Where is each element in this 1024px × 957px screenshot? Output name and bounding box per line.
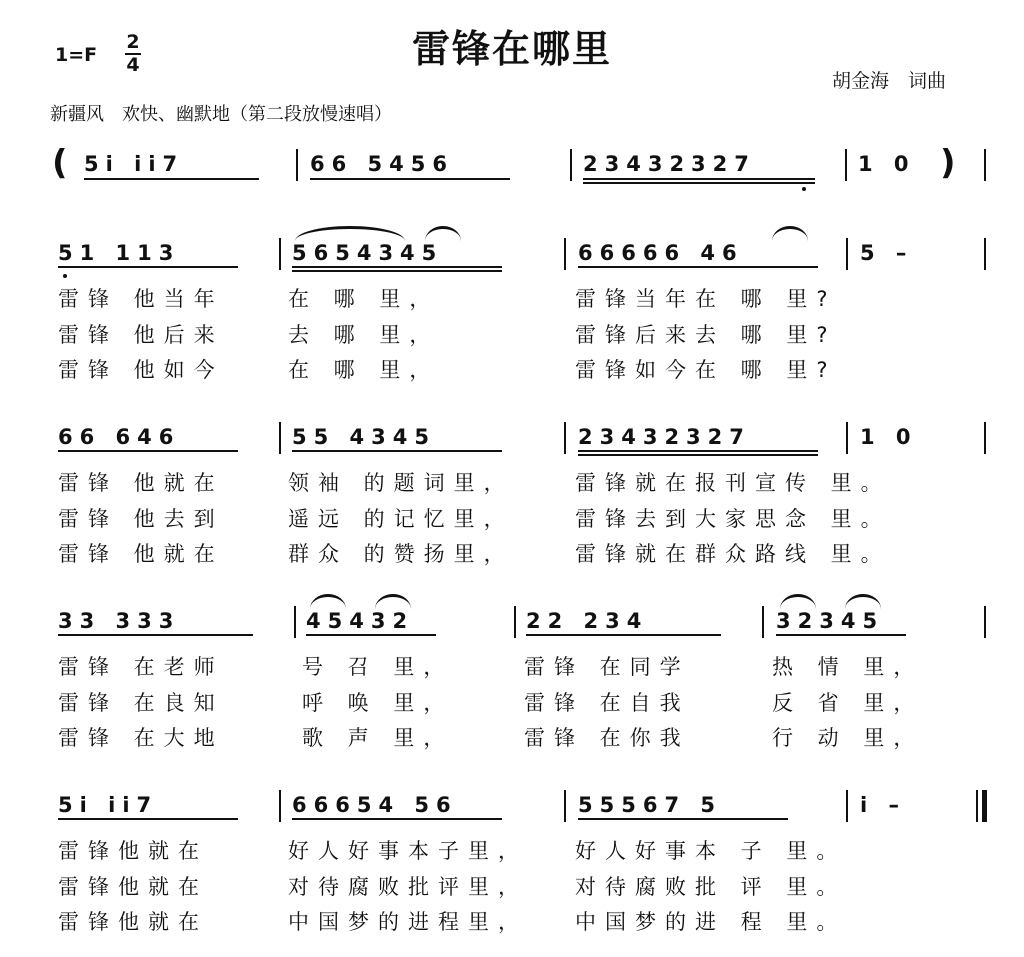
system-2-measure-2: 55 4345: [292, 425, 436, 449]
lyric: 雷锋 在老师: [58, 655, 224, 679]
system-1-measure-1: 51 113: [58, 241, 181, 265]
author-credit: 胡金海 词曲: [832, 70, 947, 92]
beam-line: [583, 182, 815, 184]
system-1-measure-3: 66666 46: [578, 241, 744, 265]
system-4-measure-4: i̇ –: [860, 793, 907, 817]
barline: [984, 422, 986, 454]
barline: [564, 422, 566, 454]
slur: [310, 594, 346, 609]
intro-measure-2: 66 5456: [310, 152, 454, 176]
barline: [984, 606, 986, 638]
time-signature: [124, 32, 142, 76]
beam-line: [578, 454, 818, 456]
beam-line: [292, 266, 502, 268]
barline: [279, 790, 281, 822]
lyric: 雷锋 他去到: [58, 507, 224, 531]
lyric: 雷锋 他后来: [58, 323, 224, 347]
barline: [846, 790, 848, 822]
intro-open-paren: (: [52, 143, 68, 183]
beam-line: [310, 178, 510, 180]
beam-line: [578, 266, 818, 268]
final-barline-thick: [982, 790, 987, 822]
system-3-measure-2: 45432: [306, 609, 415, 633]
barline: [514, 606, 516, 638]
lyric: 热 情 里，: [772, 655, 924, 679]
system-4-measure-1: 5i̇ i̇i̇7: [58, 793, 159, 817]
beam-line: [292, 818, 502, 820]
lyric: 雷锋如今在 哪 里?: [575, 358, 837, 382]
system-3-measure-4: 32345: [776, 609, 885, 633]
barline: [846, 238, 848, 270]
beam-line: [58, 266, 238, 268]
slur: [425, 226, 461, 241]
time-signature-top: 2: [126, 31, 140, 53]
lyric: 雷锋 在同学: [524, 655, 690, 679]
lyric: 雷锋 在良知: [58, 691, 224, 715]
beam-line: [84, 178, 259, 180]
lyric: 雷锋 他就在: [58, 471, 224, 495]
lyric: 行 动 里，: [772, 726, 924, 750]
lyric: 反 省 里，: [772, 691, 924, 715]
slur: [772, 226, 808, 241]
lyric: 在 哪 里，: [288, 358, 440, 382]
barline: [846, 422, 848, 454]
lyric: 雷锋 他如今: [58, 358, 224, 382]
lyric: 去 哪 里，: [288, 323, 440, 347]
intro-measure-3: 23432327: [583, 152, 756, 176]
lyric: 雷锋 在你我: [524, 726, 690, 750]
lyric: 雷锋他就在: [58, 875, 208, 899]
beam-line: [292, 270, 502, 272]
beam-line: [292, 450, 502, 452]
slur: [375, 594, 411, 609]
barline: [845, 149, 847, 181]
lyric: 雷锋 他就在: [58, 542, 224, 566]
lyric: 对待腐败批评里，: [288, 875, 528, 899]
barline: [570, 149, 572, 181]
lyric: 雷锋 他当年: [58, 287, 224, 311]
barline: [762, 606, 764, 638]
lyric: 雷锋当年在 哪 里?: [575, 287, 837, 311]
system-3-measure-3: 22 234: [526, 609, 649, 633]
beam-line: [58, 450, 238, 452]
barline: [294, 606, 296, 638]
lyric: 群众 的赞扬里，: [288, 542, 514, 566]
beam-line: [526, 634, 721, 636]
slur: [845, 594, 881, 609]
lyric: 好人好事本 子 里。: [575, 839, 847, 863]
beam-line: [583, 178, 815, 180]
beam-line: [306, 634, 436, 636]
intro-measure-1: 5i̇ i̇i̇7: [84, 152, 185, 176]
lyric: 雷锋他就在: [58, 910, 208, 934]
barline: [564, 790, 566, 822]
lyric: 歌 声 里，: [302, 726, 454, 750]
barline: [296, 149, 298, 181]
intro-close-paren: ): [940, 143, 956, 183]
lyric: 在 哪 里，: [288, 287, 440, 311]
beam-line: [578, 450, 818, 452]
lyric: 对待腐败批 评 里。: [575, 875, 847, 899]
system-2-measure-4: 1 0: [860, 425, 918, 449]
system-2-measure-3: 23432327: [578, 425, 751, 449]
low-octave-dot: [802, 187, 806, 191]
lyric: 雷锋 在自我: [524, 691, 690, 715]
beam-line: [58, 818, 238, 820]
lyric: 中国梦的进 程 里。: [575, 910, 847, 934]
system-1-measure-4: 5 –: [860, 241, 914, 265]
barline: [984, 238, 986, 270]
system-4-measure-3: 55567 5: [578, 793, 722, 817]
lyric: 遥远 的记忆里，: [288, 507, 514, 531]
lyric: 号 召 里，: [302, 655, 454, 679]
slur: [780, 594, 816, 609]
barline: [279, 422, 281, 454]
performance-style: 新疆风 欢快、幽默地（第二段放慢速唱）: [50, 104, 392, 125]
lyric: 雷锋后来去 哪 里?: [575, 323, 837, 347]
intro-measure-4: 1 0: [858, 152, 916, 176]
system-4-measure-2: 66654 56: [292, 793, 458, 817]
lyric: 呼 唤 里，: [302, 691, 454, 715]
time-signature-bottom: 4: [126, 54, 140, 76]
system-3-measure-1: 33 333: [58, 609, 181, 633]
final-barline-thin: [976, 790, 978, 822]
lyric: 中国梦的进程里，: [288, 910, 528, 934]
barline: [984, 149, 986, 181]
lyric: 雷锋他就在: [58, 839, 208, 863]
low-octave-dot: [63, 274, 67, 278]
barline: [279, 238, 281, 270]
song-title: 雷锋在哪里: [411, 27, 612, 71]
beam-line: [58, 634, 253, 636]
system-2-measure-1: 66 646: [58, 425, 181, 449]
key-signature: 1=F: [55, 44, 98, 66]
lyric: 雷锋去到大家思念 里。: [575, 507, 891, 531]
beam-line: [776, 634, 906, 636]
lyric: 雷锋 在大地: [58, 726, 224, 750]
barline: [564, 238, 566, 270]
lyric: 雷锋就在报刊宣传 里。: [575, 471, 891, 495]
lyric: 雷锋就在群众路线 里。: [575, 542, 891, 566]
lyric: 领袖 的题词里，: [288, 471, 514, 495]
beam-line: [578, 818, 788, 820]
slur: [295, 226, 405, 241]
lyric: 好人好事本子里，: [288, 839, 528, 863]
system-1-measure-2: 5654345: [292, 241, 444, 265]
